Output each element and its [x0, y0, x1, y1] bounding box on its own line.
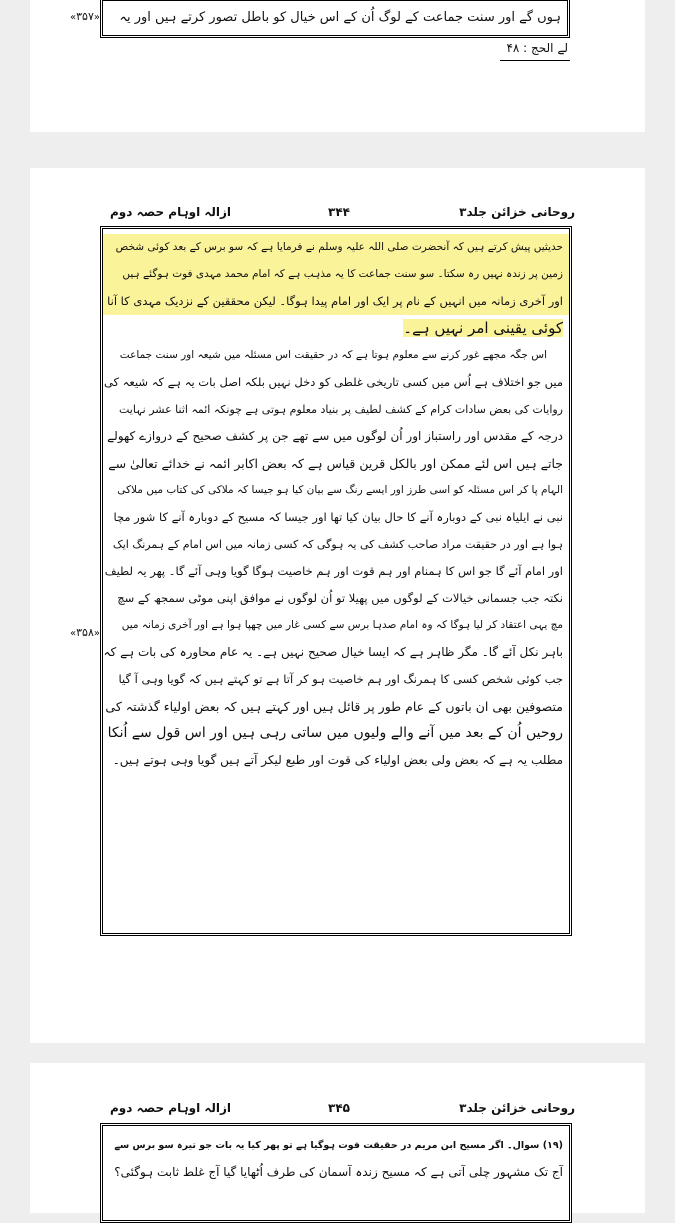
- text-line: آج تک مشہور چلی آتی ہے کہ مسیح زندہ آسمان کی طرف اُٹھایا گیا آج غلط ثابت ہوگئی؟: [114, 1165, 563, 1179]
- text-line: ہوں گے اور سنت جماعت کے لوگ اُن کے اس خیال کو باطل تصور کرتے ہیں اور یہ: [119, 10, 561, 25]
- text-line: مطلب یہ ہے کہ بعض ولی بعض اولیاء کی قوت اور طبع لیکر آتے ہیں گویا وہی ہوتے ہیں۔: [112, 753, 563, 767]
- text-line: نکتہ جب جسمانی خیالات کے لوگوں میں پھیلا تو اُن لوگوں نے موافق اپنی موٹی سمجھ کے سچ: [117, 591, 563, 605]
- text-frame: [100, 226, 572, 936]
- header-book-title: ازالہ اوہام حصہ دوم: [110, 205, 232, 219]
- text-line: روایات کی بعض سادات کرام کے کشف لطیف پر بنیاد معلوم ہوتی ہے چونکہ ائمہ اثنا عشر نہایت: [119, 403, 563, 416]
- text-frame: [100, 0, 570, 38]
- text-line-highlighted: حدیثیں پیش کرتے ہیں کہ آنحضرت صلی اللہ علیہ وسلم نے فرمایا ہے کہ سو برس کے بعد کوئی شخص: [103, 234, 569, 261]
- text-line-highlighted: اور آخری زمانہ میں انہیں کے نام پر ایک اور امام پیدا ہوگا۔ لیکن محققین کے نزدیک مہدی کا آنا: [103, 288, 569, 315]
- text-line: مچ یہی اعتقاد کر لیا ہوگا کہ وہ امام صدہا برس سے کسی غار میں چھپا ہوا ہے اور آخری زمانہ میں: [121, 619, 563, 631]
- text-line: الہام پا کر اس مسئلہ کو اسی طرز اور ایسے رنگ سے بیان کیا ہو جیسا کہ ملاکی کی کتاب میں ملاکی: [117, 484, 563, 496]
- text-line-highlighted: زمین پر زندہ نہیں رہ سکتا۔ سو سنت جماعت کا یہ مذہب ہے کہ امام محمد مہدی فوت ہوگئے ہیں: [103, 261, 569, 288]
- text-line: متصوفین بھی ان باتوں کے عام طور پر قائل ہیں اور کہتے ہیں کہ بعض اولیاء گذشتہ کی: [105, 699, 563, 714]
- page-fragment-bottom: [30, 1063, 645, 1213]
- page-main: [30, 168, 645, 1043]
- text-line: [103, 315, 569, 342]
- footnote-separator: [500, 60, 570, 61]
- header-volume: روحانی خزائن جلد۳: [459, 205, 575, 219]
- highlight-fragment: کوئی یقینی امر نہیں ہے۔: [403, 319, 563, 337]
- text-line: روحیں اُن کے بعد میں آنے والے ولیوں میں ساتی رہی ہیں اور اس قول سے اُنکا: [107, 725, 563, 741]
- text-line: (۱۹) سوال۔ اگر مسیح ابن مریم در حقیقت فوت ہوگیا ہے تو پھر کیا یہ بات جو تیرہ سو برس سے: [114, 1140, 563, 1151]
- text-line: درجہ کے مقدس اور راستباز اور اُن لوگوں میں سے تھے جن پر کشف صحیح کے دروازے کھولے: [107, 429, 563, 443]
- header-page-number: ۳۴۴: [328, 205, 350, 219]
- highlighted-passage: [103, 234, 569, 342]
- header-book-title: ازالہ اوہام حصہ دوم: [110, 1101, 232, 1115]
- text-line: اس جگہ مجھے غور کرنے سے معلوم ہوتا ہے کہ در حقیقت اس مسئلہ میں شیعہ اور سنت جماعت: [119, 349, 547, 361]
- text-line: جاتے ہیں اس لئے ممکن اور بالکل قرین قیاس ہے کہ بعض اکابر ائمہ نے خدائے تعالیٰ سے: [108, 456, 563, 471]
- text-line: نبی نے ایلیاہ نبی کے دوبارہ آنے کا حال بیان کیا تھا اور جیسا کہ مسیح کے دوبارہ آنے کا شور مچا: [113, 510, 563, 524]
- text-line: ہوا ہے اور در حقیقت مراد صاحب کشف کی یہ ہوگی کہ کسی زمانہ میں اس امام کے ہمرنگ ایک: [112, 538, 563, 551]
- text-line: اور امام آئے گا جو اس کا ہمنام اور ہم قوت اور ہم خاصیت ہوگا گویا وہی آئے گا۔ پھر یہ لطیف: [104, 564, 563, 578]
- footnote: لے الحج : ۴۸: [506, 41, 568, 55]
- text-line: جب کوئی شخص کسی کا ہمرنگ اور ہم خاصیت ہو کر آتا ہے تو کہتے ہیں کہ گویا وہی آ گیا: [118, 672, 563, 686]
- text-line: باہر نکل آئے گا۔ مگر ظاہر ہے کہ ایسا خیال صحیح نہیں ہے۔ یہ عام محاورہ کی بات ہے کہ: [103, 645, 563, 659]
- margin-page-number: «۳۵۷»: [70, 10, 100, 23]
- margin-page-number: «۳۵۸»: [70, 626, 100, 639]
- text-line: میں جو اختلاف ہے اُس میں کسی تاریخی غلطی کو دخل نہیں بلکہ اصل بات یہ ہے کہ شیعہ کی: [103, 375, 563, 389]
- page-fragment-top: [30, 0, 645, 132]
- text-frame: [100, 1123, 572, 1223]
- body-paragraph: [103, 342, 569, 774]
- header-page-number: ۳۴۵: [328, 1101, 350, 1115]
- header-volume: روحانی خزائن جلد۳: [459, 1101, 575, 1115]
